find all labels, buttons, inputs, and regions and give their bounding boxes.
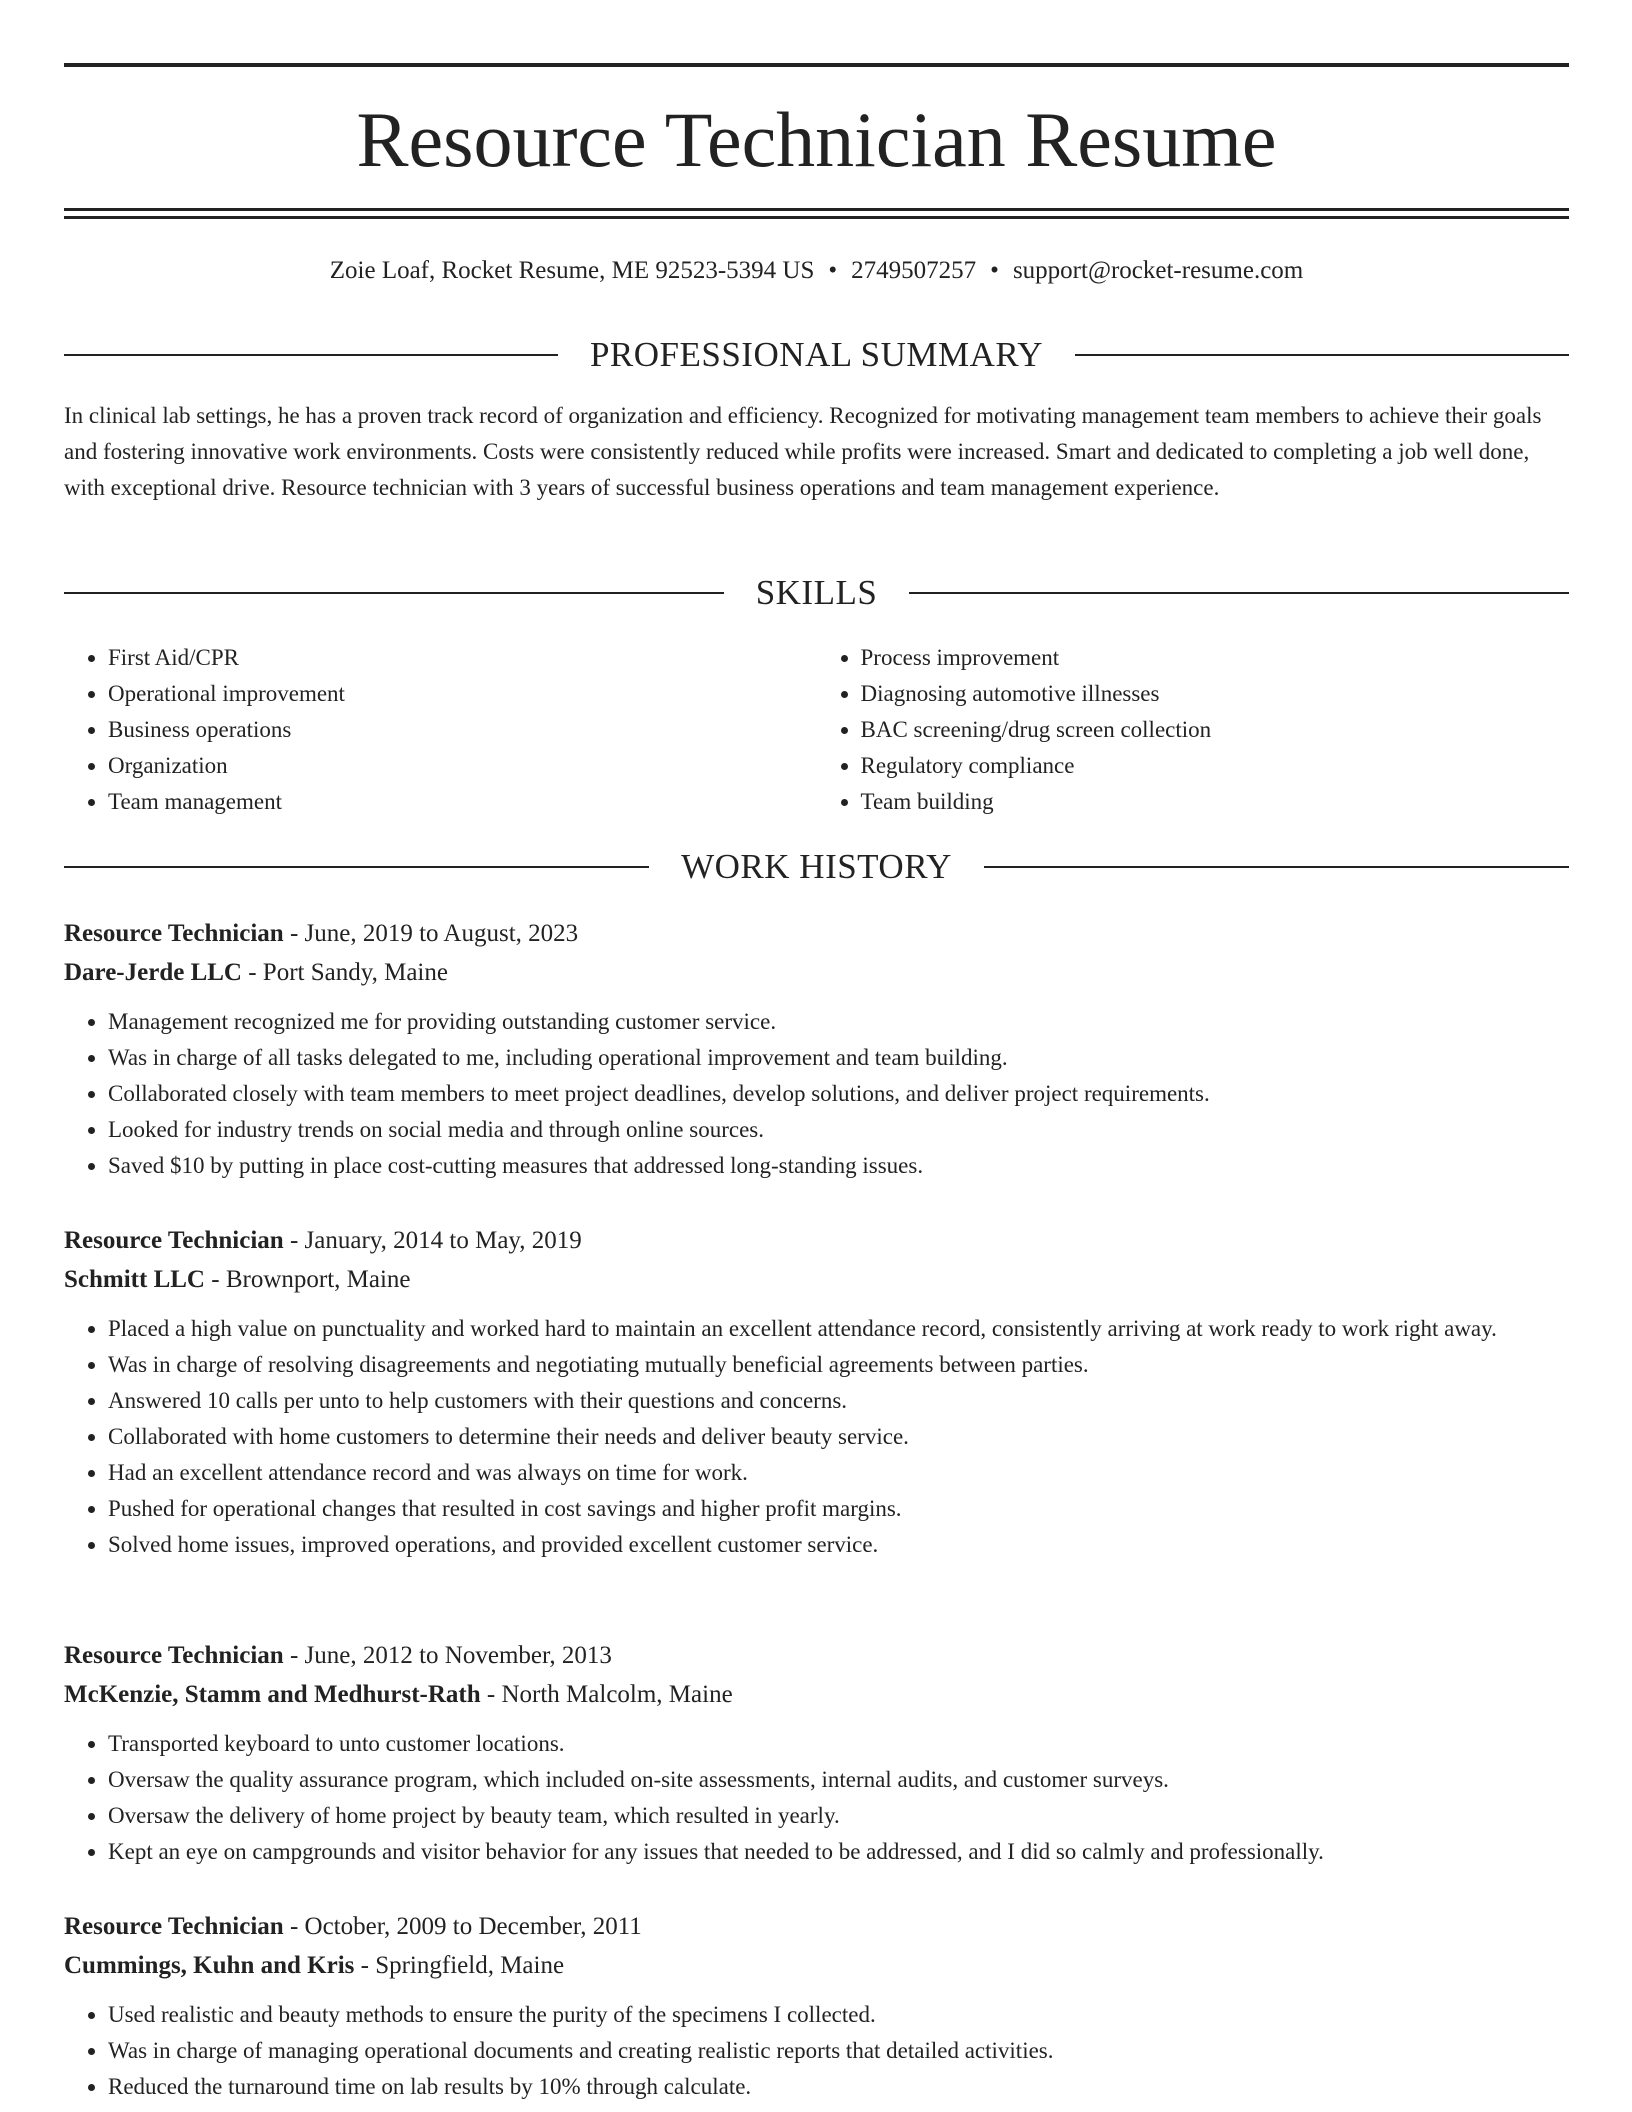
dash: - [480,1681,502,1708]
skill-item: • BAC screening/drug screen collection [861,712,1570,748]
job-title: Resource Technician [64,920,284,947]
work-history-heading [64,845,1569,889]
job-dates: January, 2014 to May, 2019 [304,1227,582,1254]
header-bottom-rule-second [64,216,1569,219]
job-bullet: • Was in charge of managing operational documents and creating realistic reports that detailed activities. [108,2033,1569,2069]
job-title-line [64,1221,1569,1260]
job-bullet: • Used realistic and beauty methods to ensure the purity of the specimens I collected. [108,1997,1569,2033]
job-dates: October, 2009 to December, 2011 [304,1913,642,1940]
contact-address: Zoie Loaf, Rocket Resume, ME 92523-5394 US [329,257,815,284]
skills-heading [64,571,1569,615]
job-location: Brownport, Maine [225,1266,411,1293]
heading-rule [64,592,724,594]
job-company-line [64,953,1569,992]
job-title-line [64,1636,1569,1675]
job-bullet: • Collaborated with home customers to determine their needs and deliver beauty service. [108,1419,1569,1455]
job-bullet: • Was in charge of resolving disagreements and negotiating mutually beneficial agreements between parties. [108,1347,1569,1383]
dash: - [241,959,263,986]
job-bullet: • Looked for industry trends on social media and through online sources. [108,1112,1569,1148]
job-company: Dare-Jerde LLC [64,959,242,986]
skills-list [64,640,1569,820]
job-bullet: • Kept an eye on campgrounds and visitor behavior for any issues that needed to be addressed, and I did so calmly and professionally. [108,1834,1569,1870]
dash: - [283,1642,305,1669]
contact-email: support@rocket-resume.com [1012,257,1304,284]
job-entry [64,914,1569,1184]
skills-heading-label: SKILLS [755,573,878,612]
skills-column-right [817,640,1570,820]
job-bullet: • Placed a high value on punctuality and worked hard to maintain an excellent attendance record, consistently arriving at work ready to work right away. [108,1311,1569,1347]
header-top-rule [64,63,1569,67]
job-company-line [64,1260,1569,1299]
job-company: McKenzie, Stamm and Medhurst-Rath [64,1681,481,1708]
skill-item: • Regulatory compliance [861,748,1570,784]
job-location: Springfield, Maine [375,1952,565,1979]
job-bullet: • Oversaw the delivery of home project by beauty team, which resulted in yearly. [108,1798,1569,1834]
job-bullet: • Management recognized me for providing outstanding customer service. [108,1004,1569,1040]
skill-item: • Team management [108,784,817,820]
job-title: Resource Technician [64,1227,284,1254]
job-dates: June, 2012 to November, 2013 [304,1642,612,1669]
skill-item: • Team building [861,784,1570,820]
skill-item: • Operational improvement [108,676,817,712]
dash: - [283,920,305,947]
job-bullet: • Reduced the turnaround time on lab results by 10% through calculate. [108,2069,1569,2105]
dash: - [204,1266,226,1293]
header-bottom-rule [64,208,1569,211]
job-title: Resource Technician [64,1913,284,1940]
job-dates: June, 2019 to August, 2023 [304,920,579,947]
skills-column-left [64,640,817,820]
job-bullet: • Was in charge of all tasks delegated to me, including operational improvement and team building. [108,1040,1569,1076]
job-bullets [64,1997,1569,2105]
job-title: Resource Technician [64,1642,284,1669]
contact-phone: 2749507257 [851,257,977,284]
job-location: Port Sandy, Maine [262,959,448,986]
resume-title: Resource Technician Resume [356,96,1277,183]
job-title-line [64,1907,1569,1946]
job-bullet: • Pushed for operational changes that resulted in cost savings and higher profit margins. [108,1491,1569,1527]
job-title-line [64,914,1569,953]
job-location: North Malcolm, Maine [501,1681,733,1708]
heading-rule [1075,354,1569,356]
job-entry [64,1221,1569,1563]
summary-heading-label: PROFESSIONAL SUMMARY [589,335,1044,374]
dash: - [283,1913,305,1940]
heading-rule [909,592,1569,594]
skill-item: • Organization [108,748,817,784]
job-bullets [64,1726,1569,1870]
job-bullet: • Oversaw the quality assurance program, which included on-site assessments, internal audits, and customer surveys. [108,1762,1569,1798]
job-bullets [64,1311,1569,1563]
job-company-line [64,1946,1569,1985]
heading-rule [64,354,558,356]
skill-item: • Diagnosing automotive illnesses [861,676,1570,712]
job-company-line [64,1675,1569,1714]
job-bullet: • Transported keyboard to unto customer locations. [108,1726,1569,1762]
summary-heading [64,333,1569,377]
job-bullets [64,1004,1569,1184]
job-bullet: • Saved $10 by putting in place cost-cutting measures that addressed long-standing issues. [108,1148,1569,1184]
job-bullet: • Collaborated closely with team members to meet project deadlines, develop solutions, and deliver project requirements. [108,1076,1569,1112]
contact-separator: • [990,257,999,284]
skill-item: • Process improvement [861,640,1570,676]
job-bullet: • Solved home issues, improved operations, and provided excellent customer service. [108,1527,1569,1563]
job-bullet: • Answered 10 calls per unto to help customers with their questions and concerns. [108,1383,1569,1419]
dash: - [354,1952,376,1979]
job-entry [64,1636,1569,1870]
dash: - [283,1227,305,1254]
heading-rule [984,866,1569,868]
job-entry [64,1907,1569,2105]
summary-text: In clinical lab settings, he has a proven track record of organization and efficiency. Recognized for motivating management team members to achieve their goals and fostering innovative work environments. Costs were consistently reduced while profits were increased. Smart and dedicated to completing a job well done, with exceptional drive. Resource technician with 3 years of successful business operations and team management experience. [64,403,1542,500]
contact-separator: • [828,257,838,284]
contact-line [64,254,1569,288]
job-company: Schmitt LLC [64,1266,205,1293]
skill-item: • Business operations [108,712,817,748]
heading-rule [64,866,649,868]
job-bullet: • Had an excellent attendance record and was always on time for work. [108,1455,1569,1491]
work-history-heading-label: WORK HISTORY [681,847,952,886]
job-company: Cummings, Kuhn and Kris [64,1952,355,1979]
skill-item: • First Aid/CPR [108,640,817,676]
